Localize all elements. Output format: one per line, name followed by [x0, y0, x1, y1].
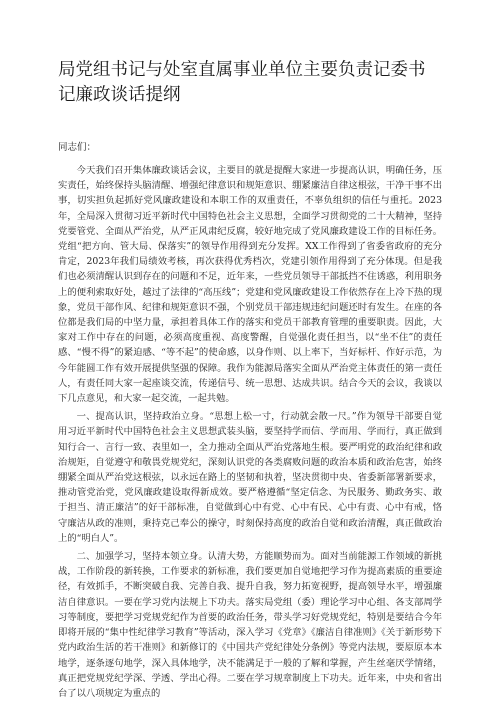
paragraph-point-one: 一、提高认识，坚持政治立身。“思想上松一寸，行动就会散一尺。”作为领导干部要自觉用习近平新时代中国特色社会主义思想武装头脑，要坚持学而信、学而用、学而行，真正做到知行合一、言行一致、表里如一，全力推动全面从严治党落地生根。要严明党的政治纪律和政治规矩，自觉遵守和敬畏党规党纪，深刻认识党的各类腐败问题的政治本质和政治危害，始终绷紧全面从严治党这根弦，以永远在路上的坚韧和执着，坚决贯彻中央、省委新部署新要求，推动管党治党，党风廉政建设取得新成效。要严格遵循“坚定信念、为民服务、勤政务实、敢于担当、清正廉洁”的好干部标准，自觉做到心中有党、心中有民、心中有责、心中有戒，恪守廉洁从政的准则，秉持克己奉公的操守，时刻保持高度的政治自觉和政治清醒，真正做政治上的“明白人”。 [58, 411, 442, 544]
salutation: 同志们： [58, 142, 97, 153]
document-title: 局党组书记与处室直属事业单位主要负责记委书记廉政谈话提纲 [58, 60, 426, 105]
paragraph-intro: 今天我们召开集体廉政谈话会议，主要目的就是提醒大家进一步提高认识，明确任务，压实责任，始终保持头脑清醒、增强纪律意识和规矩意识、绷紧廉洁自律这根弦，干净干事不出事，切实担负起抓好党风廉政建设和本职工作的双重责任，不辜负组织的信任与重托。2023年，全局深入贯彻习近平新时代中国特色社会主义思想，全面学习贯彻党的二十大精神，坚持党要管党、全面从严治党，从严正风肃纪反腐，较好地完成了党风廉政建设工作的目标任务。党组“把方向、管大局、保落实”的领导作用得到充分发挥。XX工作得到了省委省政府的充分肯定，2023年我们局绩效考核，再次获得优秀档次，党建引领作用得到了充分体现。但是我们也必须清醒认识到存在的问题和不足，近年来，一些党员领导干部抵挡不住诱惑，利用职务上的便利索取好处，越过了法律的“高压线”；党建和党风廉政建设工作依然存在上冷下热的现象，党员干部作风、纪律和规矩意识不强，个别党员干部违规违纪问题还时有发生。在座的各位都是我们局的中坚力量，承担着具体工作的落实和党员干部教育管理的重要职责。因此，大家对工作中存在的问题，必须高度重视、高度警醒，自觉强化责任担当，以“坐不住”的责任感、“慢不得”的紧迫感、“等不起”的使命感，以身作则、以上率下，当好标杆、作好示范，为今年能圆工作有效开展提供坚强的保障。我作为能源局落实全面从严治党主体责任的第一责任人，有责任同大家一起座谈交流，传递信号、统一思想、达成共识。结合今天的会议，我谈以下几点意见，和大家一起交流，一起共勉。 [58, 165, 442, 405]
paragraph-point-two: 二、加强学习，坚持本领立身。认清大势，方能顺势而为。面对当前能源工作领域的新挑战，工作阶段的新转换，工作要求的新标准，我们要更加自觉地把学习作为提高素质的重要途径，有效抓手，不断突破自我、完善自我、提升自我，努力拓宽视野，提高领导水平，增强廉洁自律意识。一要在学习党内法规上下功夫。落实局党组（委）理论学习中心组、各支部周学习等制度，要把学习党规党纪作为首要的政治任务，带头学习好党规党纪，特别是要结合今年即将开展的“集中性纪律学习教育”等活动，深入学习《党章》《廉洁自律准则》《关于新形势下党内政治生活的若干准则》和新修订的《中国共产党纪律处分条例》等党内法规，要原原本本地学，逐条逐句地学，深入具体地学，决不能满足于一般的了解和掌握，产生丝毫厌学情绪，真正把党规党纪学深、学透、学出心得。二要在学习规章制度上下功夫。近年来，中央和省出台了以八项规定为重点的 [58, 551, 442, 699]
